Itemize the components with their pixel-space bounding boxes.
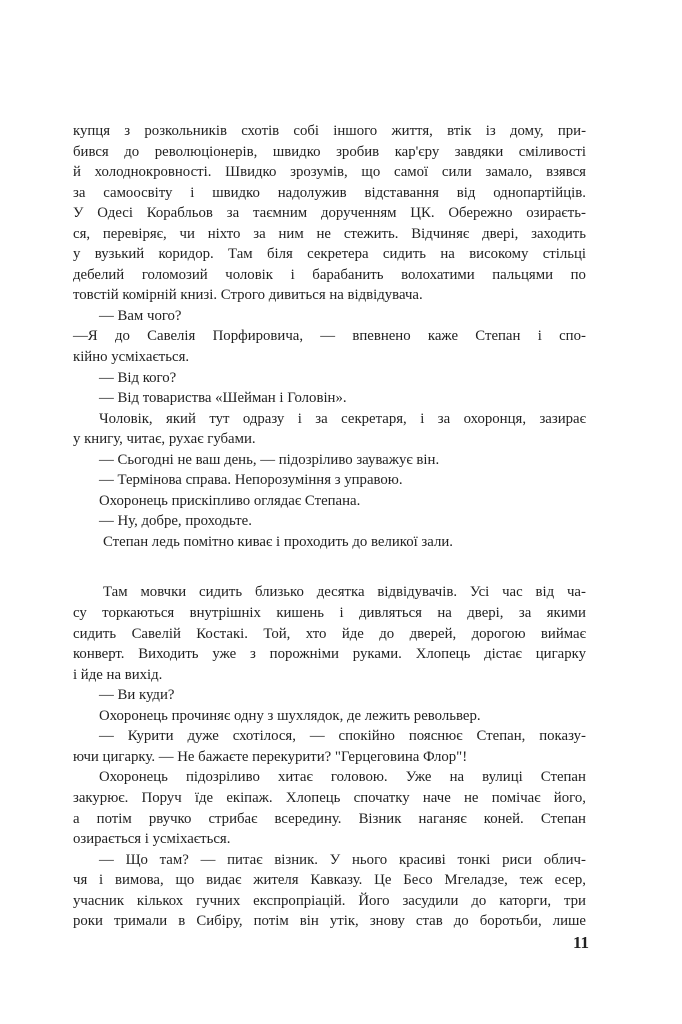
word: ся, [73, 225, 91, 242]
word: гучних [196, 892, 241, 909]
word: —Я [73, 328, 98, 345]
word: а [73, 810, 80, 827]
word: із [485, 123, 496, 139]
word: до [379, 625, 395, 642]
word: волохатими [401, 266, 475, 283]
word: Усі [469, 584, 490, 601]
word: — [200, 851, 216, 868]
word: сидить [199, 584, 243, 601]
word: і [290, 266, 295, 283]
word: конверт. [73, 646, 125, 663]
word: холоднокровності. [94, 164, 212, 181]
word: Його [358, 892, 390, 909]
word: перевіряє, [102, 225, 167, 242]
word: озираєть- [526, 205, 586, 222]
word: іншого [333, 123, 378, 139]
word: питає [227, 851, 263, 868]
word: — [309, 728, 325, 745]
word: у [73, 246, 81, 263]
word: Кавказу. [310, 872, 363, 889]
word: кар'єру [394, 143, 440, 160]
word: чи [179, 225, 195, 242]
word: Хлопець [415, 646, 471, 663]
word: по [570, 266, 586, 283]
text-line [73, 603, 586, 624]
word: наче [422, 789, 451, 806]
word: нього [352, 851, 388, 868]
word: від [535, 584, 555, 601]
word: життя, [391, 123, 433, 139]
text-line [73, 121, 586, 142]
word: тут [209, 410, 230, 427]
text-line: Степан ледь помітно киває і проходить до великої зали. [103, 533, 453, 550]
word: Савелія [147, 328, 196, 345]
text-line [73, 244, 586, 265]
word: рвучко [148, 810, 192, 827]
word: чя [73, 872, 88, 889]
word: каже [427, 328, 459, 345]
text-line [73, 911, 586, 932]
word: дому, [509, 123, 544, 139]
word: засудили [402, 892, 459, 909]
word: есер, [554, 872, 586, 889]
word: за [315, 410, 328, 427]
word: що [175, 872, 195, 889]
word: підозріливо [185, 769, 260, 786]
word: Бесо [403, 872, 433, 889]
text-line [73, 582, 586, 603]
word: швидко [272, 143, 321, 160]
word: в [178, 913, 186, 930]
word: вулиці [482, 769, 523, 786]
text-line: і йде на вихід. [73, 666, 163, 683]
word: Поруч [141, 789, 182, 806]
word: жителя [253, 872, 299, 889]
word: боротьби, [479, 913, 542, 930]
word: взявся [546, 164, 586, 181]
word: дорученням [320, 205, 397, 222]
word: ча- [566, 584, 586, 601]
word: відвідувачів. [377, 584, 458, 601]
word: Візник [358, 810, 402, 827]
word: облич- [543, 851, 586, 868]
word: революціонерів, [154, 143, 258, 160]
word: теж [519, 872, 543, 889]
text-line [73, 162, 586, 183]
word: десятка [316, 584, 365, 601]
word: сили [441, 164, 472, 181]
text-line [73, 644, 586, 665]
word: спокійно [338, 728, 395, 745]
word: купця [73, 123, 111, 139]
word: Хлопець [285, 789, 341, 806]
word: розкольників [144, 123, 227, 139]
word: Уже [405, 769, 432, 786]
word: за [437, 410, 451, 427]
word: хто [305, 625, 327, 642]
word: коридор. [158, 246, 214, 263]
word: він [299, 913, 319, 930]
word: близько [254, 584, 304, 601]
word: якими [546, 605, 586, 622]
word: лише [552, 913, 586, 930]
text-line: у книгу, читає, рухає губами. [73, 431, 256, 448]
page-text [73, 121, 586, 932]
word: і [339, 605, 344, 622]
dialogue-line: — Вам чого? [99, 307, 182, 324]
word: всередину. [274, 810, 342, 827]
word: спочатку [353, 789, 410, 806]
word: там? [159, 851, 189, 868]
text-line: ючи цигарку. — Не бажаєте перекурити? "Герцеговина Флор"! [73, 748, 468, 765]
word: Порфировича, [212, 328, 304, 345]
word: Там [103, 584, 128, 601]
text-line [73, 891, 586, 912]
word: одразу [242, 410, 285, 427]
word: Це [374, 872, 392, 889]
word: барабанить [312, 266, 384, 283]
text-line: озирається і усміхається. [73, 831, 231, 848]
word: Відчиняє [411, 225, 470, 242]
word: схотів [241, 123, 280, 139]
word: Охоронець [99, 769, 168, 786]
word: порожніми [269, 646, 339, 663]
word: ніхто [207, 225, 241, 242]
dialogue-line: — Від кого? [99, 369, 177, 386]
word: дверей, [409, 625, 457, 642]
word: біля [266, 246, 293, 263]
word: Мгеладзе, [444, 872, 508, 889]
word: кишень [276, 605, 325, 622]
word: сміливості [518, 143, 586, 160]
text-line [73, 409, 586, 430]
word: собі [293, 123, 320, 139]
text-line [73, 788, 586, 809]
word: роки [73, 913, 103, 930]
word: утік, [329, 913, 359, 930]
page-number: 11 [572, 933, 589, 952]
word: з [250, 646, 256, 663]
word: Корабльов [146, 205, 213, 222]
word: тонкі [457, 851, 491, 868]
word: Савелій [131, 625, 181, 642]
word: за [518, 605, 532, 622]
word: красиві [398, 851, 446, 868]
word: охоронця, [463, 410, 527, 427]
word: таємним [252, 205, 308, 222]
word: чоловік [225, 266, 273, 283]
dialogue-line: — Ну, добре, проходьте. [99, 513, 252, 530]
word: схотілося, [232, 728, 296, 745]
word: швидко [212, 184, 260, 201]
word: на [449, 769, 465, 786]
word: секретаря, [341, 410, 407, 427]
word: з [124, 123, 131, 139]
word: потім [253, 913, 289, 930]
word: наганяє [418, 810, 467, 827]
word: і [99, 872, 104, 889]
word: зазирає [539, 410, 586, 427]
word: виймає [540, 625, 586, 642]
word: дорогою [471, 625, 526, 642]
word: риси [502, 851, 532, 868]
word: кількох [136, 892, 184, 909]
word: Сибіру, [196, 913, 243, 930]
section-break [73, 552, 586, 582]
word: показу- [539, 728, 586, 745]
word: дуже [187, 728, 219, 745]
dialogue-line [73, 726, 586, 747]
text-line [73, 203, 586, 224]
word: голомозий [141, 266, 208, 283]
text-line [73, 183, 586, 204]
word: потім [96, 810, 132, 827]
word: ЦК. [410, 205, 435, 222]
word: і [537, 328, 542, 345]
word: Курити [127, 728, 174, 745]
word: на [440, 246, 455, 263]
word: самої [393, 164, 429, 181]
word: стрибає [208, 810, 258, 827]
word: надолужив [277, 184, 347, 201]
word: закурює. [73, 789, 129, 806]
word: до [114, 328, 130, 345]
text-line: товстій комірній книзі. Строго дивиться на відвідувача. [73, 287, 423, 304]
word: екіпаж. [226, 789, 273, 806]
word: вимова, [114, 872, 164, 889]
word: коней. [483, 810, 524, 827]
word: пальцями [492, 266, 554, 283]
text-line: Охоронець прочиняє одну з шухлядок, де лежить револьвер. [99, 707, 481, 724]
word: помічає [491, 789, 541, 806]
word: руками. [352, 646, 402, 663]
word: су [73, 605, 87, 622]
word: втік [447, 123, 472, 139]
word: бився [73, 143, 109, 160]
word: Обережно [448, 205, 513, 222]
word: Той, [263, 625, 291, 642]
word: учасник [73, 892, 125, 909]
word: самоосвіту [103, 184, 173, 201]
word: відставання [364, 184, 439, 201]
word: У [329, 851, 341, 868]
word: видає [206, 872, 242, 889]
word: від [456, 184, 476, 201]
word: уже [212, 646, 237, 663]
dialogue-line: — Сьогодні не ваш день, — підозріливо зауважує він. [99, 451, 440, 468]
word: візник. [274, 851, 318, 868]
word: У [73, 205, 84, 222]
word: і [190, 184, 195, 201]
word: Костакі. [196, 625, 248, 642]
word: тримали [113, 913, 168, 930]
text-line: кійно усміхається. [73, 349, 190, 366]
word: — [99, 851, 114, 868]
word: до [453, 913, 469, 930]
dialogue-line [73, 850, 586, 871]
word: Чоловік, [99, 410, 153, 427]
word: спо- [559, 328, 586, 345]
word: сидить [382, 246, 427, 263]
word: Виходить [138, 646, 199, 663]
word: торкаються [102, 605, 175, 622]
dialogue-line: — Термінова справа. Непорозуміння з управою. [99, 472, 403, 489]
word: і [297, 410, 302, 427]
word: на [437, 605, 452, 622]
word: Степан, [476, 728, 526, 745]
word: не [316, 225, 331, 242]
word: йде [341, 625, 364, 642]
dialogue-line [73, 326, 586, 347]
text-line [73, 767, 586, 788]
word: три [563, 892, 586, 909]
word: сидить [73, 625, 117, 642]
word: однопартійців. [493, 184, 586, 201]
word: до [471, 892, 487, 909]
dialogue-line: — Від товариства «Шейман і Головін». [99, 390, 347, 407]
word: зрозумів, [290, 164, 348, 181]
text-line [73, 624, 586, 645]
text-line: Охоронець прискіпливо оглядає Степана. [99, 492, 361, 509]
word: заходить [531, 225, 586, 242]
word: за [253, 225, 266, 242]
word: їде [194, 789, 214, 806]
word: Одесі [97, 205, 133, 222]
text-line [73, 142, 586, 163]
word: його, [553, 789, 586, 806]
word: Там [228, 246, 253, 263]
word: вузький [94, 246, 145, 263]
word: дебелий [73, 266, 125, 283]
word: час [502, 584, 523, 601]
word: головою. [330, 769, 388, 786]
word: завдяки [454, 143, 504, 160]
text-line [73, 809, 586, 830]
word: за [73, 184, 86, 201]
word: до [124, 143, 140, 160]
word: — [320, 328, 336, 345]
word: який [166, 410, 196, 427]
word: стежить. [343, 225, 399, 242]
word: став [415, 913, 443, 930]
word: Степан [540, 810, 586, 827]
text-line [73, 224, 586, 245]
text-line [73, 265, 586, 286]
word: при- [557, 123, 586, 139]
word: дивляться [358, 605, 422, 622]
word: Степан [475, 328, 521, 345]
word: — [99, 728, 114, 745]
word: двері, [467, 605, 504, 622]
word: хитає [277, 769, 313, 786]
word: високому [469, 246, 529, 263]
word: цигарку [535, 646, 586, 663]
word: що [361, 164, 381, 181]
word: експропріацій. [253, 892, 346, 909]
word: й [73, 164, 81, 181]
word: замало, [485, 164, 533, 181]
word: секретера [307, 246, 369, 263]
word: знову [369, 913, 405, 930]
text-line [73, 870, 586, 891]
word: мовчки [140, 584, 187, 601]
word: не [463, 789, 479, 806]
word: Що [125, 851, 148, 868]
word: впевнено [352, 328, 411, 345]
dialogue-line: — Ви куди? [99, 687, 175, 704]
word: дістає [484, 646, 522, 663]
word: пояснює [408, 728, 463, 745]
word: двері, [482, 225, 519, 242]
word: внутрішніх [189, 605, 261, 622]
word: зробив [336, 143, 380, 160]
word: Швидко [225, 164, 277, 181]
word: Степан [540, 769, 586, 786]
word: і [420, 410, 425, 427]
word: ним [278, 225, 304, 242]
word: стільці [542, 246, 586, 263]
word: за [226, 205, 240, 222]
word: каторги, [499, 892, 552, 909]
